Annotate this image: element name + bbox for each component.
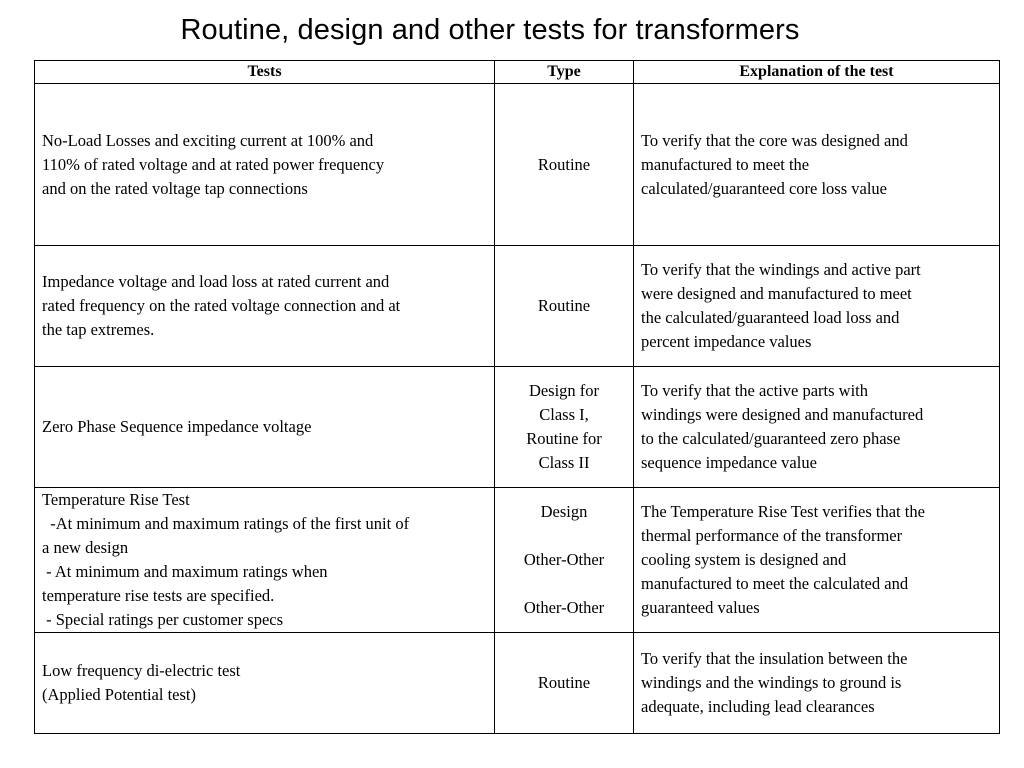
type-cell — [495, 84, 634, 246]
cell-line — [502, 524, 626, 548]
table-row — [35, 84, 1000, 246]
test-cell — [35, 488, 495, 633]
cell-line: (Applied Potential test) — [42, 685, 196, 704]
cell-line: the calculated/guaranteed load loss and — [641, 308, 900, 327]
explanation-cell — [634, 367, 1000, 488]
type-cell — [495, 367, 634, 488]
cell-line: guaranteed values — [641, 598, 760, 617]
test-cell — [35, 84, 495, 246]
cell-line: cooling system is designed and — [641, 550, 847, 569]
cell-line: - At minimum and maximum ratings when — [42, 562, 328, 581]
cell-line: and on the rated voltage tap connections — [42, 178, 308, 198]
cell-line: Other-Other — [523, 598, 605, 617]
type-cell — [495, 246, 634, 367]
cell-line: a new design — [42, 538, 129, 557]
table-row — [35, 488, 1000, 633]
cell-line: Routine — [537, 296, 591, 315]
type-cell — [495, 633, 634, 734]
cell-line: percent impedance values — [641, 332, 812, 351]
header-explanation: Explanation of the test — [634, 61, 1000, 84]
explanation-cell — [634, 488, 1000, 633]
cell-line: thermal performance of the transformer — [641, 526, 903, 545]
cell-line: manufactured to meet the calculated and — [641, 574, 909, 593]
cell-line: The Temperature Rise Test verifies that the — [641, 502, 925, 521]
cell-line: Design for — [528, 381, 600, 400]
cell-line: -At minimum and maximum ratings of the first unit of — [42, 514, 410, 533]
cell-line: Design — [540, 502, 588, 521]
cell-line: temperature rise tests are specified. — [42, 586, 275, 605]
cell-line: manufactured to meet the — [641, 154, 810, 174]
table-row — [35, 246, 1000, 367]
cell-line: Routine — [537, 154, 591, 174]
cell-line: Class I, — [539, 405, 589, 424]
table-row — [35, 633, 1000, 734]
explanation-cell — [634, 246, 1000, 367]
cell-line: were designed and manufactured to meet — [641, 284, 912, 303]
header-tests: Tests — [35, 61, 495, 84]
cell-line: To verify that the active parts with — [641, 381, 869, 400]
header-type: Type — [495, 61, 634, 84]
cell-line: windings were designed and manufactured — [641, 405, 924, 424]
cell-line: 110% of rated voltage and at rated power frequency — [42, 154, 385, 174]
cell-line: No-Load Losses and exciting current at 100% and — [42, 130, 374, 150]
cell-line: Zero Phase Sequence impedance voltage — [42, 417, 312, 436]
explanation-cell — [634, 633, 1000, 734]
cell-line: Other-Other — [523, 550, 605, 569]
cell-line: Routine for — [526, 429, 602, 448]
type-cell — [495, 488, 634, 633]
cell-line: adequate, including lead clearances — [641, 697, 875, 716]
slide-title: Routine, design and other tests for transformers — [180, 14, 800, 46]
cell-line: To verify that the insulation between the — [641, 649, 908, 668]
header-row — [35, 61, 1000, 84]
cell-line: Temperature Rise Test — [42, 490, 190, 509]
cell-line: the tap extremes. — [42, 320, 155, 339]
cell-line: windings and the windings to ground is — [641, 673, 902, 692]
explanation-cell — [634, 84, 1000, 246]
cell-line: Low frequency di-electric test — [42, 661, 241, 680]
cell-line: Routine — [537, 673, 591, 692]
test-cell — [35, 367, 495, 488]
cell-line: - Special ratings per customer specs — [42, 610, 284, 629]
cell-line: rated frequency on the rated voltage connection and at — [42, 296, 401, 315]
cell-line: Class II — [538, 453, 590, 472]
cell-line: To verify that the windings and active part — [641, 260, 921, 279]
table-row — [35, 367, 1000, 488]
tests-table — [34, 60, 1000, 734]
cell-line: Impedance voltage and load loss at rated current and — [42, 272, 390, 291]
cell-line — [502, 572, 626, 596]
test-cell — [35, 246, 495, 367]
test-cell — [35, 633, 495, 734]
cell-line: To verify that the core was designed and — [641, 130, 908, 150]
cell-line: sequence impedance value — [641, 453, 817, 472]
cell-line: to the calculated/guaranteed zero phase — [641, 429, 901, 448]
cell-line: calculated/guaranteed core loss value — [641, 178, 888, 198]
